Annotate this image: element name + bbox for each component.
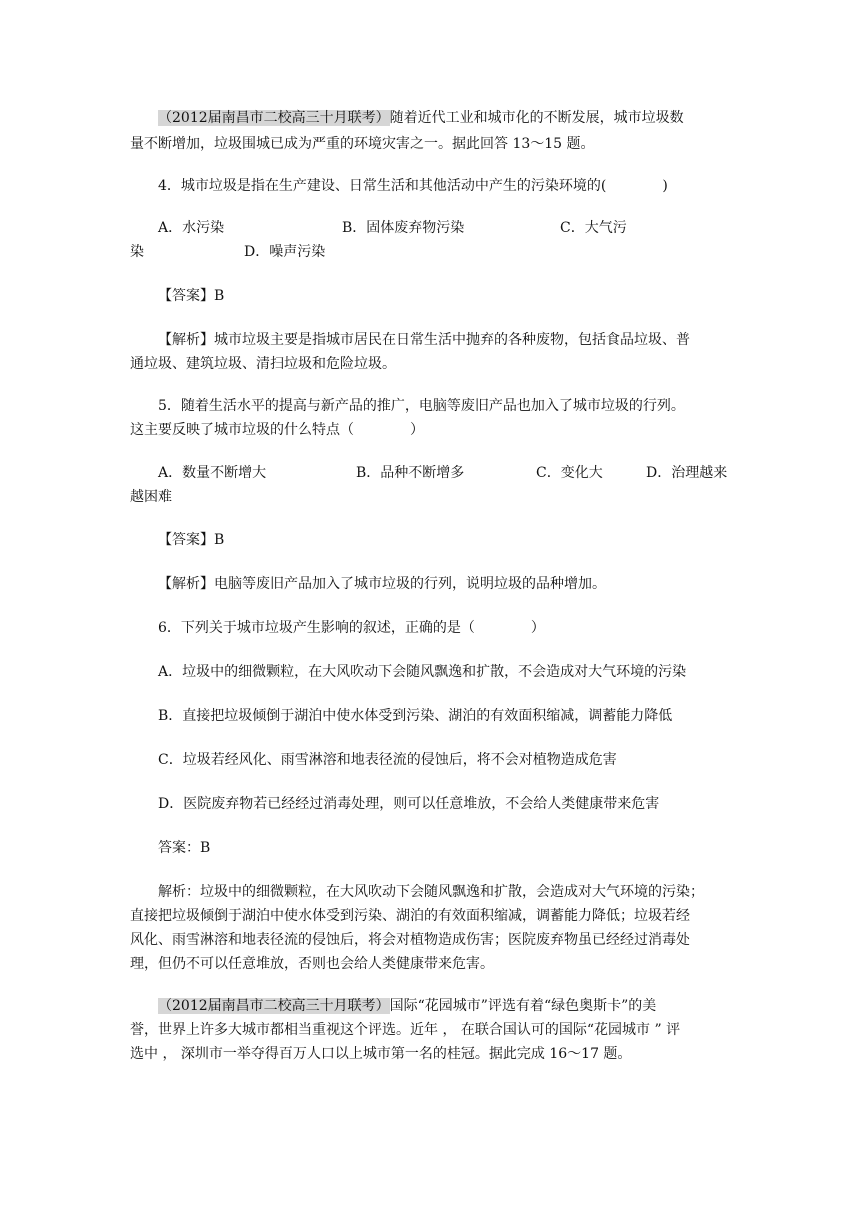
question-6-option-d: D．医院废弃物若已经经过消毒处理，则可以任意堆放，不会给人类健康带来危害	[158, 796, 660, 812]
question-4-analysis-line-2: 通垃圾、建筑垃圾、清扫垃圾和危险垃圾。	[130, 356, 396, 372]
intro-paragraph-2-line-3: 选中 ， 深圳市一举夺得百万人口以上城市第一名的桂冠。据此完成 16～17 题。	[130, 1046, 632, 1062]
intro-paragraph-2-line-2: 誉，世界上许多大城市都相当重视这个评选。近年 ， 在联合国认可的国际“花园城市 ” 评	[130, 1022, 681, 1038]
question-6-analysis-line-1: 解析：垃圾中的细微颗粒，在大风吹动下会随风飘逸和扩散，会造成对大气环境的污染；	[158, 884, 704, 900]
question-5-option-a: A．数量不断增大	[158, 465, 267, 481]
question-6-analysis-line-2: 直接把垃圾倾倒于湖泊中使水体受到污染、湖泊的有效面积缩减，调蓄能力降低；垃圾若经	[130, 908, 690, 924]
intro-paragraph-1-line-1	[158, 108, 684, 128]
question-5-stem-line-1: 5．随着生活水平的提高与新产品的推广，电脑等废旧产品也加入了城市垃圾的行列。	[158, 398, 685, 414]
question-4-analysis-line-1: 【解析】城市垃圾主要是指城市居民在日常生活中抛弃的各种废物，包括食品垃圾、普	[158, 332, 690, 348]
source-highlight: （2012届南昌市二校高三十月联考）	[158, 110, 390, 126]
question-6-answer: 答案：B	[158, 840, 211, 856]
question-5-stem-line-2: 这主要反映了城市垃圾的什么特点（ ）	[130, 422, 424, 438]
question-6-option-c: C．垃圾若经风化、雨雪淋溶和地表径流的侵蚀后，将不会对植物造成危害	[158, 752, 617, 768]
question-5-option-c: C．变化大	[536, 465, 603, 481]
intro-text: 国际“花园城市”评选有着“绿色奥斯卡”的美	[389, 998, 657, 1014]
intro-paragraph-2-line-1	[158, 996, 656, 1016]
question-5-option-b: B．品种不断增多	[356, 465, 465, 481]
question-5-option-d: D．治理越来	[646, 465, 728, 481]
source-highlight: （2012届南昌市二校高三十月联考）	[158, 998, 390, 1014]
question-5-option-d-cont: 越困难	[130, 489, 172, 505]
question-6-option-a: A．垃圾中的细微颗粒，在大风吹动下会随风飘逸和扩散，不会造成对大气环境的污染	[158, 664, 687, 680]
question-4-option-c-cont: 染	[130, 244, 144, 260]
intro-paragraph-1-line-2: 量不断增加，垃圾围城已成为严重的环境灾害之一。据此回答 13～15 题。	[130, 136, 595, 152]
question-6-analysis-line-3: 风化、雨雪淋溶和地表径流的侵蚀后，将会对植物造成伤害；医院废弃物虽已经经过消毒处	[130, 932, 690, 948]
intro-text: 随着近代工业和城市化的不断发展，城市垃圾数	[389, 110, 684, 126]
question-5-analysis: 【解析】电脑等废旧产品加入了城市垃圾的行列，说明垃圾的品种增加。	[158, 576, 606, 592]
question-6-option-b: B．直接把垃圾倾倒于湖泊中使水体受到污染、湖泊的有效面积缩减，调蓄能力降低	[158, 708, 673, 724]
question-4-option-b: B．固体废弃物污染	[342, 220, 465, 236]
question-4-stem: 4．城市垃圾是指在生产建设、日常生活和其他活动中产生的污染环境的( )	[158, 178, 668, 194]
question-4-option-d: D．噪声污染	[244, 244, 326, 260]
question-4-option-a: A．水污染	[158, 220, 225, 236]
question-6-stem: 6．下列关于城市垃圾产生影响的叙述，正确的是（ ）	[158, 620, 545, 636]
question-4-option-c: C．大气污	[560, 220, 627, 236]
question-5-answer: 【答案】B	[158, 532, 225, 548]
question-6-analysis-line-4: 理，但仍不可以任意堆放，否则也会给人类健康带来危害。	[130, 956, 494, 972]
question-4-answer: 【答案】B	[158, 288, 225, 304]
